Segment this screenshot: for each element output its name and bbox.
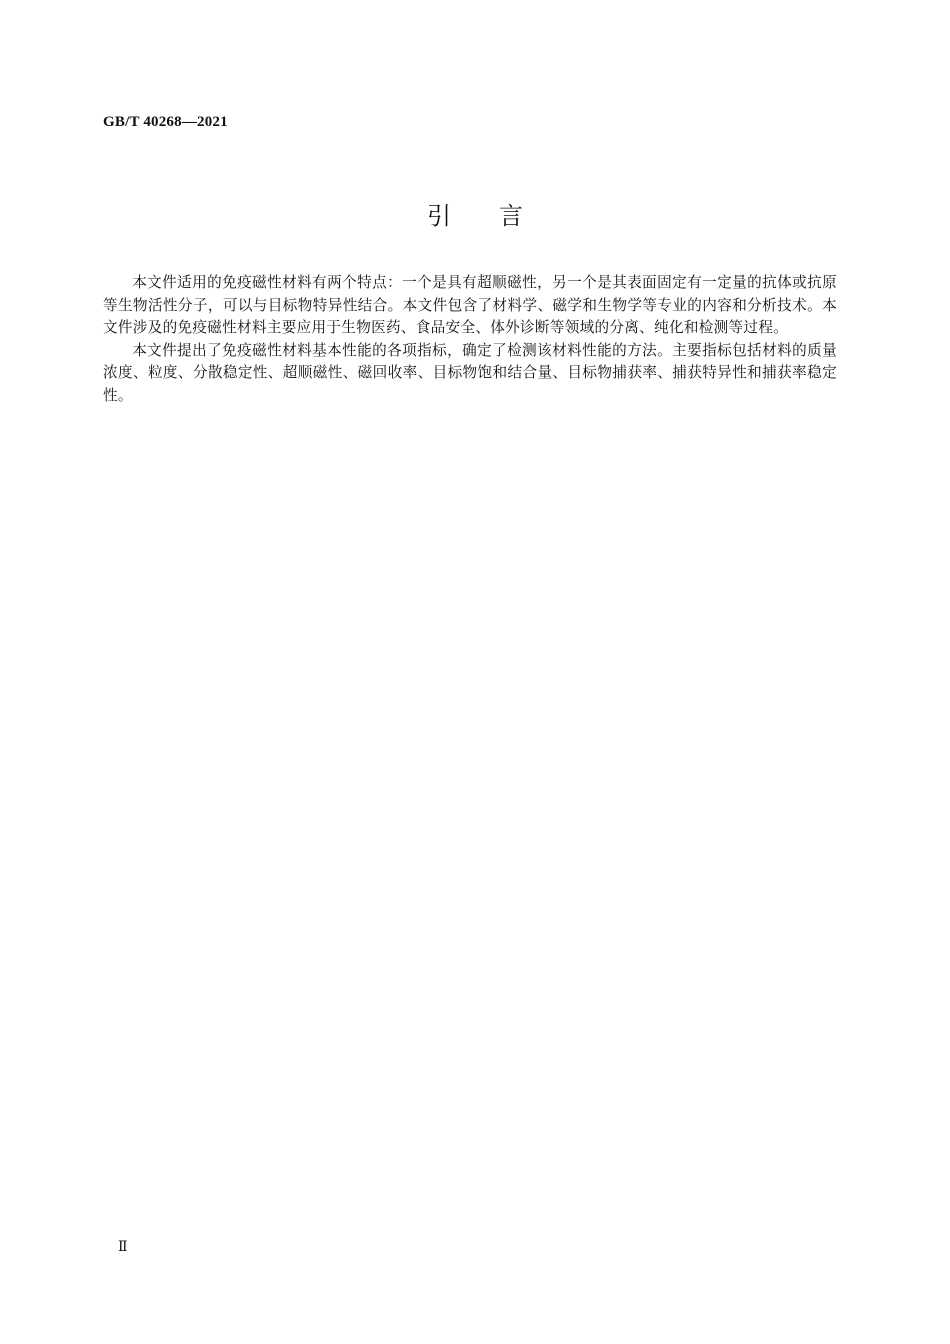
paragraph-2: 本文件提出了免疫磁性材料基本性能的各项指标，确定了检测该材料性能的方法。主要指标包括材料的质量浓度、粒度、分散稳定性、超顺磁性、磁回收率、目标物饱和结合量、目标物捕获率、捕获特异性和捕获率稳定性。 <box>103 341 837 404</box>
page-number: Ⅱ <box>118 1240 128 1255</box>
body-text <box>103 272 837 407</box>
paragraph-1: 本文件适用的免疫磁性材料有两个特点：一个是具有超顺磁性，另一个是其表面固定有一定量的抗体或抗原等生物活性分子，可以与目标物特异性结合。本文件包含了材料学、磁学和生物学等专业的内容和分析技术。本文件涉及的免疫磁性材料主要应用于生物医药、食品安全、体外诊断等领域的分离、纯化和检测等过程。 <box>103 274 837 336</box>
section-title: 引言 <box>427 202 571 230</box>
standard-code-header: GB/T 40268—2021 <box>103 114 228 130</box>
